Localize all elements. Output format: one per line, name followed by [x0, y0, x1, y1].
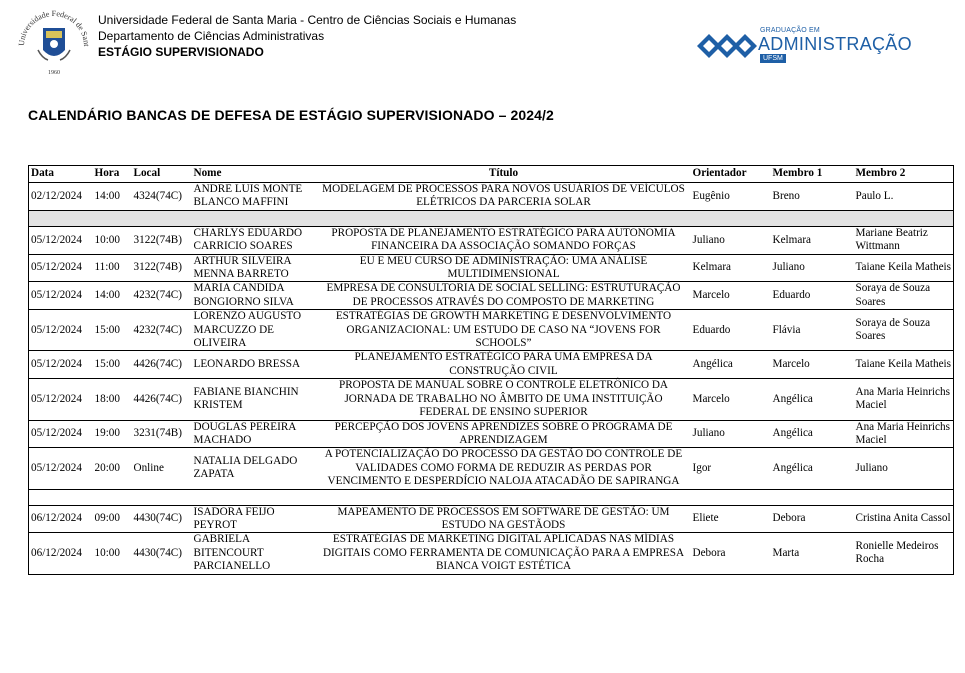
cell-membro1: Marta: [771, 533, 854, 574]
col-header-membro1: Membro 1: [771, 166, 854, 183]
cell-hora: 10:00: [93, 533, 132, 574]
institution-name: Universidade Federal de Santa Maria - Centro de Ciências Sociais e Humanas: [98, 13, 517, 27]
cell-orientador: Igor: [691, 448, 771, 489]
seal-emblem-icon: [16, 6, 92, 78]
cell-nome: LORENZO AUGUSTO MARCUZZO DE OLIVEIRA: [192, 310, 317, 351]
table-row: [29, 254, 954, 282]
separator-cell: [29, 210, 954, 226]
cell-membro1: Flávia: [771, 310, 854, 351]
col-header-nome: Nome: [192, 166, 317, 183]
cell-data: 05/12/2024: [29, 351, 93, 379]
table-row: [29, 505, 954, 533]
cell-hora: 10:00: [93, 226, 132, 254]
cell-orientador: Juliano: [691, 420, 771, 448]
cell-titulo: ESTRATÉGIAS DE GROWTH MARKETING E DESENVOLVIMENTO ORGANIZACIONAL: UM ESTUDO DE CASO NA “JOVENS FOR SCHOOLS”: [317, 310, 691, 351]
cell-nome: NATALIA DELGADO ZAPATA: [192, 448, 317, 489]
cell-nome: CHARLYS EDUARDO CARRICIO SOARES: [192, 226, 317, 254]
cell-data: 05/12/2024: [29, 282, 93, 310]
table-row: [29, 226, 954, 254]
cell-membro2: Cristina Anita Cassol: [854, 505, 954, 533]
cell-local: 4426(74C): [132, 379, 192, 420]
seal-year: 1960: [48, 70, 60, 76]
cell-data: 05/12/2024: [29, 420, 93, 448]
table-row: [29, 533, 954, 574]
university-seal: [16, 6, 92, 78]
cell-nome: MARIA CANDIDA BONGIORNO SILVA: [192, 282, 317, 310]
cell-membro1: Angélica: [771, 448, 854, 489]
cell-local: 4430(74C): [132, 505, 192, 533]
cell-hora: 15:00: [93, 310, 132, 351]
page-title: CALENDÁRIO BANCAS DE DEFESA DE ESTÁGIO SUPERVISIONADO – 2024/2: [28, 107, 554, 123]
cell-orientador: Eduardo: [691, 310, 771, 351]
cell-hora: 11:00: [93, 254, 132, 282]
defense-calendar-table: [28, 165, 954, 575]
col-header-local: Local: [132, 166, 192, 183]
cell-membro1: Debora: [771, 505, 854, 533]
cell-titulo: ESTRATÉGIAS DE MARKETING DIGITAL APLICADAS NAS MÍDIAS DIGITAIS COMO FERRAMENTA DE COMUNICAÇÃO PARA A EMPRESA BIANCA VOIGT ESTÉTICA: [317, 533, 691, 574]
cell-data: 05/12/2024: [29, 448, 93, 489]
cell-titulo: PERCEPÇÃO DOS JOVENS APRENDIZES SOBRE O PROGRAMA DE APRENDIZAGEM: [317, 420, 691, 448]
cell-nome: DOUGLAS PEREIRA MACHADO: [192, 420, 317, 448]
program-name: ESTÁGIO SUPERVISIONADO: [98, 45, 264, 59]
cell-membro1: Juliano: [771, 254, 854, 282]
cell-titulo: PROPOSTA DE MANUAL SOBRE O CONTROLE ELETRÔNICO DA JORNADA DE TRABALHO NO ÂMBITO DE UMA INSTITUIÇÃO FEDERAL DE ENSINO SUPERIOR: [317, 379, 691, 420]
cell-nome: GABRIELA BITENCOURT PARCIANELLO: [192, 533, 317, 574]
cell-hora: 20:00: [93, 448, 132, 489]
cell-membro2: Paulo L.: [854, 183, 954, 211]
cell-nome: FABIANE BIANCHIN KRISTEM: [192, 379, 317, 420]
logo-title: ADMINISTRAÇÃO: [758, 34, 912, 54]
cell-data: 05/12/2024: [29, 254, 93, 282]
cell-local: 4232(74C): [132, 282, 192, 310]
department-name: Departamento de Ciências Administrativas: [98, 29, 325, 43]
administracao-logo-icon: [697, 26, 757, 66]
table-body: [29, 183, 954, 575]
cell-local: Online: [132, 448, 192, 489]
cell-data: 02/12/2024: [29, 183, 93, 211]
table-separator-row: [29, 210, 954, 226]
cell-orientador: Marcelo: [691, 379, 771, 420]
cell-membro1: Angélica: [771, 420, 854, 448]
cell-orientador: Eugênio: [691, 183, 771, 211]
cell-membro2: Taiane Keila Matheis: [854, 351, 954, 379]
cell-orientador: Angélica: [691, 351, 771, 379]
cell-titulo: MODELAGEM DE PROCESSOS PARA NOVOS USUÁRIOS DE VEÍCULOS ELÉTRICOS DA PARCERIA SOLAR: [317, 183, 691, 211]
cell-membro2: Taiane Keila Matheis: [854, 254, 954, 282]
cell-local: 3122(74B): [132, 254, 192, 282]
cell-membro2: Ana Maria Heinrichs Maciel: [854, 420, 954, 448]
cell-local: 4324(74C): [132, 183, 192, 211]
logo-subtitle: GRADUAÇÃO EM: [760, 27, 820, 34]
cell-nome: ANDRE LUIS MONTE BLANCO MAFFINI: [192, 183, 317, 211]
cell-membro1: Angélica: [771, 379, 854, 420]
cell-orientador: Marcelo: [691, 282, 771, 310]
cell-data: 05/12/2024: [29, 310, 93, 351]
seal-arc-text: Universidade Federal de Sant: [16, 8, 92, 47]
cell-local: 4430(74C): [132, 533, 192, 574]
cell-orientador: Eliete: [691, 505, 771, 533]
cell-membro1: Eduardo: [771, 282, 854, 310]
cell-local: 4426(74C): [132, 351, 192, 379]
cell-membro2: Ronielle Medeiros Rocha: [854, 533, 954, 574]
separator-cell: [29, 489, 954, 505]
table-row: [29, 351, 954, 379]
table-row: [29, 379, 954, 420]
cell-titulo: MAPEAMENTO DE PROCESSOS EM SOFTWARE DE GESTÃO: UM ESTUDO NA GESTÃODS: [317, 505, 691, 533]
table-row: [29, 310, 954, 351]
cell-local: 4232(74C): [132, 310, 192, 351]
cell-data: 05/12/2024: [29, 379, 93, 420]
cell-membro2: Soraya de Souza Soares: [854, 282, 954, 310]
col-header-data: Data: [29, 166, 93, 183]
table-row: [29, 448, 954, 489]
table-row: [29, 183, 954, 211]
cell-data: 06/12/2024: [29, 533, 93, 574]
cell-membro2: Mariane Beatriz Wittmann: [854, 226, 954, 254]
cell-local: 3122(74B): [132, 226, 192, 254]
cell-membro1: Breno: [771, 183, 854, 211]
cell-titulo: PLANEJAMENTO ESTRATÉGICO PARA UMA EMPRESA DA CONSTRUÇÃO CIVIL: [317, 351, 691, 379]
table-row: [29, 420, 954, 448]
cell-nome: ARTHUR SILVEIRA MENNA BARRETO: [192, 254, 317, 282]
cell-orientador: Kelmara: [691, 254, 771, 282]
cell-membro1: Marcelo: [771, 351, 854, 379]
cell-local: 3231(74B): [132, 420, 192, 448]
cell-data: 06/12/2024: [29, 505, 93, 533]
cell-hora: 14:00: [93, 183, 132, 211]
cell-hora: 09:00: [93, 505, 132, 533]
cell-titulo: A POTENCIALIZAÇÃO DO PROCESSO DA GESTÃO DO CONTROLE DE VALIDADES COMO FORMA DE REDUZIR AS PERDAS POR VENCIMENTO E DESPERDÍCIO NALOJA ATACADÃO DE SAPIRANGA: [317, 448, 691, 489]
cell-hora: 15:00: [93, 351, 132, 379]
cell-membro2: Juliano: [854, 448, 954, 489]
cell-membro2: Soraya de Souza Soares: [854, 310, 954, 351]
institution-header: [98, 12, 516, 60]
cell-nome: ISADORA FEIJO PEYROT: [192, 505, 317, 533]
cell-hora: 14:00: [93, 282, 132, 310]
cell-titulo: EMPRESA DE CONSULTORIA DE SOCIAL SELLING: ESTRUTURAÇÃO DE PROCESSOS ATRAVÉS DO COMPOSTO DE MARKETING: [317, 282, 691, 310]
cell-orientador: Debora: [691, 533, 771, 574]
cell-hora: 18:00: [93, 379, 132, 420]
cell-nome: LEONARDO BRESSA: [192, 351, 317, 379]
col-header-titulo: Título: [317, 166, 691, 183]
table-separator-row: [29, 489, 954, 505]
logo-ufsm: UFSM: [760, 54, 786, 63]
cell-hora: 19:00: [93, 420, 132, 448]
col-header-membro2: Membro 2: [854, 166, 954, 183]
cell-data: 05/12/2024: [29, 226, 93, 254]
cell-membro2: Ana Maria Heinrichs Maciel: [854, 379, 954, 420]
cell-titulo: PROPOSTA DE PLANEJAMENTO ESTRATÉGICO PARA AUTONOMIA FINANCEIRA DA ASSOCIAÇÃO SOMANDO FORÇAS: [317, 226, 691, 254]
col-header-hora: Hora: [93, 166, 132, 183]
cell-orientador: Juliano: [691, 226, 771, 254]
cell-membro1: Kelmara: [771, 226, 854, 254]
col-header-orientador: Orientador: [691, 166, 771, 183]
table-row: [29, 282, 954, 310]
cell-titulo: EU E MEU CURSO DE ADMINISTRAÇÃO: UMA ANÁLISE MULTIDIMENSIONAL: [317, 254, 691, 282]
table-header-row: [29, 166, 954, 183]
